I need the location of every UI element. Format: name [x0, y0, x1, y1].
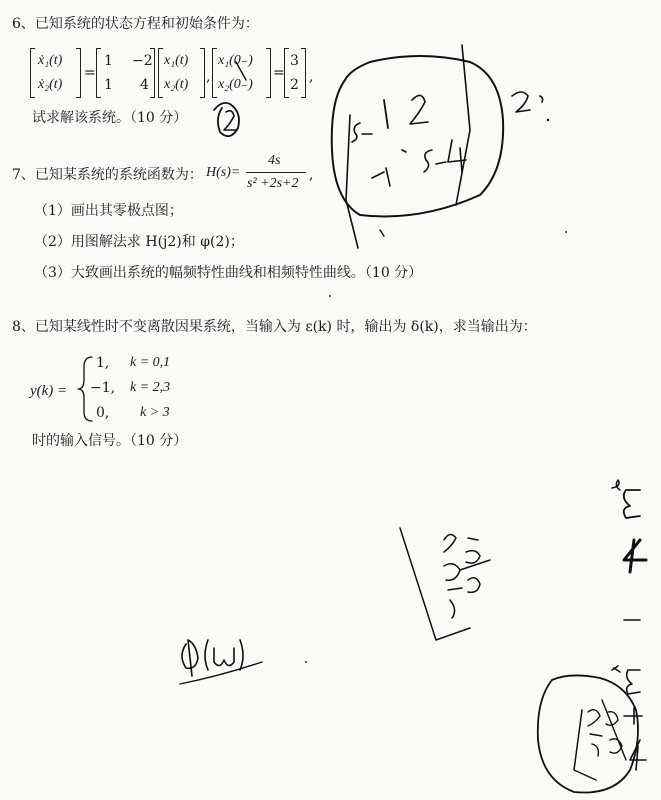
q7-item-2: （2）用图解法求 H(j2)和 φ(2)； — [34, 234, 244, 250]
q7-title: 7、已知某系统的系统函数为： — [12, 167, 203, 183]
q8-case-2-condition: k = 2,3 — [130, 380, 171, 395]
scribble-matrix-circle — [332, 45, 503, 248]
q6-x1-init: x₁(0₋) — [218, 53, 253, 68]
q6-init-bracket-right — [266, 48, 271, 98]
q8-lhs: y(k) = — [30, 383, 68, 399]
q8-case-3-condition: k > 3 — [140, 405, 170, 420]
scribble-phi-omega — [180, 640, 262, 684]
q6-val-bracket-left — [284, 48, 289, 98]
q6-x2: x₂(t) — [164, 77, 189, 92]
scribble-circled-fraction — [538, 675, 638, 792]
q6-a12: −2 — [132, 53, 153, 69]
q6-val-bracket-right — [301, 48, 306, 98]
q8-case-1-condition: k = 0,1 — [130, 355, 171, 370]
q6-a21: 1 — [104, 77, 113, 93]
scribble-rotated-fraction — [400, 528, 490, 640]
q6-equals-1: = — [84, 65, 96, 81]
q6-lhs-bracket-right — [76, 48, 81, 98]
q8-task: 时的输入信号。（10 分） — [32, 433, 188, 449]
q7-lhs: H(s)= — [206, 165, 241, 180]
q8-case-1-value: 1, — [96, 355, 110, 371]
q6-lhs-bracket-left — [30, 48, 35, 98]
q6-init-val-1: 3 — [290, 53, 299, 69]
q6-x2-init: x₂(0₋) — [218, 77, 253, 92]
q6-x-bracket-right — [200, 48, 205, 98]
q6-equals-2: = — [273, 65, 285, 81]
q6-x-bracket-left — [158, 48, 163, 98]
q6-task: 试求解该系统。（10 分） — [32, 110, 188, 126]
q6-x2dot: ẋ₂(t) — [38, 77, 63, 92]
q7-denominator: s² +2s+2 — [247, 176, 299, 191]
q6-a22: 4 — [140, 77, 149, 93]
q6-title: 6、已知系统的状态方程和初始条件为： — [12, 16, 259, 32]
q6-x1: x₁(t) — [164, 53, 189, 68]
scribble-rotated-polynomial — [612, 480, 646, 770]
q8-title: 8、已知某线性时不变离散因果系统，当输入为 ε(k) 时，输出为 δ(k)，求当输出为： — [12, 319, 537, 335]
q6-matrix-bracket-left — [96, 48, 101, 98]
q7-fraction-bar — [246, 172, 306, 173]
q7-comma: , — [309, 167, 314, 183]
q8-case-2-value: −1, — [90, 380, 116, 396]
q6-a11: 1 — [104, 53, 113, 69]
q7-item-3: （3）大致画出系统的幅频特性曲线和相频特性曲线。（10 分） — [34, 265, 423, 281]
q6-comma-1: , — [206, 69, 211, 85]
q6-matrix-bracket-right — [150, 48, 155, 98]
q6-init-val-2: 2 — [290, 77, 299, 93]
q6-comma-2: , — [309, 69, 314, 85]
q7-numerator: 4s — [268, 153, 281, 168]
q6-init-bracket-left — [212, 48, 217, 98]
q6-x1dot: ẋ₁(t) — [38, 53, 63, 68]
q7-item-1: （1）画出其零极点图； — [34, 203, 183, 219]
q8-case-3-value: 0, — [96, 405, 110, 421]
